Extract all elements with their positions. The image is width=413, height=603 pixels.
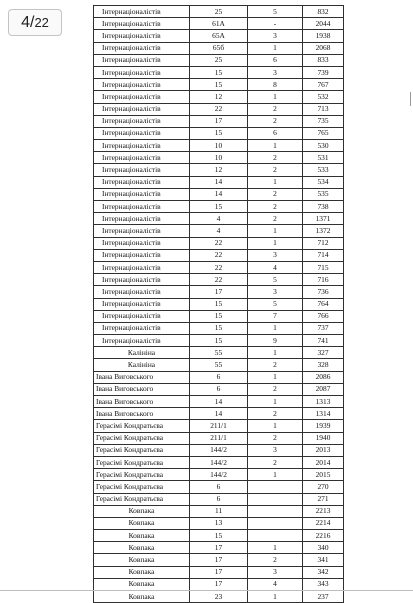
cell-entrance: 8 [248, 79, 303, 91]
cell-entrance: 2 [248, 456, 303, 468]
cell-entrance: 2 [248, 213, 303, 225]
table-row [94, 66, 344, 78]
cell-house: 15 [190, 298, 248, 310]
table-row [94, 335, 344, 347]
table-row [94, 298, 344, 310]
cell-house: 17 [190, 542, 248, 554]
cell-house: 11 [190, 505, 248, 517]
table-row [94, 566, 344, 578]
cell-number: 533 [303, 164, 344, 176]
table-row [94, 517, 344, 529]
cell-entrance: 2 [248, 359, 303, 371]
cell-entrance: 2 [248, 103, 303, 115]
cell-number: 2214 [303, 517, 344, 529]
cell-street: Ковпака [94, 517, 190, 529]
cell-entrance: 5 [248, 274, 303, 286]
cell-entrance: 2 [248, 164, 303, 176]
cell-street: Герасімі Кондратьєва [94, 469, 190, 481]
cell-street: Інтернаціоналістів [94, 30, 190, 42]
cell-entrance: 2 [248, 188, 303, 200]
cell-entrance: 1 [248, 225, 303, 237]
cell-number: 1938 [303, 30, 344, 42]
cell-street: Ковпака [94, 554, 190, 566]
cell-house: 22 [190, 274, 248, 286]
cell-street: Інтернаціоналістів [94, 298, 190, 310]
cell-number: 832 [303, 6, 344, 18]
cell-street: Інтернаціоналістів [94, 79, 190, 91]
cell-entrance: 3 [248, 566, 303, 578]
cell-entrance: 1 [248, 542, 303, 554]
cell-house: 4 [190, 225, 248, 237]
cell-number: 534 [303, 176, 344, 188]
cell-house: 6 [190, 493, 248, 505]
cell-number: 766 [303, 310, 344, 322]
cell-number: 833 [303, 54, 344, 66]
cell-entrance: 2 [248, 115, 303, 127]
cell-street: Ковпака [94, 530, 190, 542]
cell-number: 714 [303, 249, 344, 261]
cell-house: 6 [190, 371, 248, 383]
cell-entrance: 1 [248, 396, 303, 408]
table-row [94, 164, 344, 176]
cell-street: Інтернаціоналістів [94, 127, 190, 139]
table-row [94, 359, 344, 371]
cell-house: 22 [190, 237, 248, 249]
cell-entrance: 2 [248, 383, 303, 395]
cell-entrance: 1 [248, 237, 303, 249]
cell-street: Інтернаціоналістів [94, 249, 190, 261]
table-row [94, 420, 344, 432]
table-row [94, 91, 344, 103]
cell-street: Інтернаціоналістів [94, 164, 190, 176]
cell-street: Інтернаціоналістів [94, 213, 190, 225]
table-row [94, 103, 344, 115]
cell-house: 6 [190, 383, 248, 395]
cell-number: 237 [303, 591, 344, 603]
cell-entrance: 4 [248, 261, 303, 273]
cell-entrance: 1 [248, 322, 303, 334]
table-row [94, 152, 344, 164]
cell-entrance: 1 [248, 420, 303, 432]
cell-entrance: 1 [248, 591, 303, 603]
cell-house: 14 [190, 188, 248, 200]
cell-street: Івана Виговського [94, 371, 190, 383]
table-row [94, 591, 344, 603]
table-row [94, 6, 344, 18]
table-row [94, 542, 344, 554]
cell-house: 15 [190, 66, 248, 78]
cell-house: 65А [190, 30, 248, 42]
cell-house: 15 [190, 79, 248, 91]
cell-house: 10 [190, 140, 248, 152]
cell-street: Герасімі Кондратьєва [94, 432, 190, 444]
cell-entrance: 5 [248, 298, 303, 310]
table-row [94, 371, 344, 383]
cell-house: 22 [190, 103, 248, 115]
cell-number: 1313 [303, 396, 344, 408]
cell-number: 713 [303, 103, 344, 115]
table-row [94, 176, 344, 188]
cell-number: 2013 [303, 444, 344, 456]
cell-entrance [248, 530, 303, 542]
table-row [94, 18, 344, 30]
page-indicator[interactable] [8, 9, 62, 36]
cell-house: 211/1 [190, 432, 248, 444]
cell-entrance [248, 517, 303, 529]
cell-house: 17 [190, 578, 248, 590]
cell-number: 741 [303, 335, 344, 347]
table-row [94, 249, 344, 261]
cell-house: 13 [190, 517, 248, 529]
cell-number: 2213 [303, 505, 344, 517]
cell-house: 15 [190, 335, 248, 347]
cell-house: 17 [190, 554, 248, 566]
cell-house: 6 [190, 481, 248, 493]
cell-number: 716 [303, 274, 344, 286]
table-row [94, 213, 344, 225]
cell-house: 144/2 [190, 456, 248, 468]
cell-number: 715 [303, 261, 344, 273]
cell-house: 65б [190, 42, 248, 54]
cell-entrance: 1 [248, 371, 303, 383]
cell-number: 1940 [303, 432, 344, 444]
table-row [94, 274, 344, 286]
cell-number: 342 [303, 566, 344, 578]
cell-number: 535 [303, 188, 344, 200]
table-row [94, 469, 344, 481]
table-row [94, 237, 344, 249]
cell-house: 17 [190, 566, 248, 578]
cell-house: 15 [190, 322, 248, 334]
cell-entrance: 2 [248, 432, 303, 444]
cell-number: 343 [303, 578, 344, 590]
cell-house: 15 [190, 310, 248, 322]
page-total: 22 [34, 15, 49, 30]
cell-number: 1314 [303, 408, 344, 420]
cell-number: 738 [303, 201, 344, 213]
table-row [94, 456, 344, 468]
table-row [94, 54, 344, 66]
table-row [94, 261, 344, 273]
cell-number: 739 [303, 66, 344, 78]
cell-house: 22 [190, 249, 248, 261]
address-table-body [94, 6, 344, 603]
cell-entrance: - [248, 18, 303, 30]
cell-house: 4 [190, 213, 248, 225]
cell-entrance: 3 [248, 66, 303, 78]
cell-entrance: 9 [248, 335, 303, 347]
cell-entrance: 3 [248, 30, 303, 42]
cell-street: Інтернаціоналістів [94, 237, 190, 249]
cell-entrance [248, 505, 303, 517]
cell-house: 14 [190, 408, 248, 420]
cell-street: Інтернаціоналістів [94, 42, 190, 54]
cell-entrance: 4 [248, 578, 303, 590]
cell-number: 2044 [303, 18, 344, 30]
cell-street: Інтернаціоналістів [94, 274, 190, 286]
cell-street: Ковпака [94, 505, 190, 517]
table-row [94, 225, 344, 237]
table-row [94, 140, 344, 152]
page-current: 4 [21, 14, 30, 31]
cell-number: 340 [303, 542, 344, 554]
cell-street: Калініна [94, 347, 190, 359]
cell-house: 144/2 [190, 444, 248, 456]
page-separator: / [29, 14, 35, 31]
cell-house: 55 [190, 347, 248, 359]
cell-house: 15 [190, 127, 248, 139]
cell-street: Інтернаціоналістів [94, 335, 190, 347]
cell-house: 61А [190, 18, 248, 30]
cell-street: Ковпака [94, 591, 190, 603]
cell-number: 327 [303, 347, 344, 359]
cell-street: Івана Виговського [94, 396, 190, 408]
cell-street: Ковпака [94, 578, 190, 590]
cell-house: 22 [190, 261, 248, 273]
cell-street: Інтернаціоналістів [94, 66, 190, 78]
cell-entrance: 1 [248, 176, 303, 188]
cell-number: 2086 [303, 371, 344, 383]
cell-street: Герасімі Кондратьєва [94, 493, 190, 505]
cell-number: 1939 [303, 420, 344, 432]
cell-entrance: 1 [248, 91, 303, 103]
table-row [94, 530, 344, 542]
table-row [94, 42, 344, 54]
cell-entrance [248, 493, 303, 505]
cell-house: 15 [190, 201, 248, 213]
cell-entrance: 3 [248, 286, 303, 298]
cell-street: Інтернаціоналістів [94, 152, 190, 164]
cell-street: Інтернаціоналістів [94, 188, 190, 200]
cell-street: Івана Виговського [94, 383, 190, 395]
cell-street: Інтернаціоналістів [94, 115, 190, 127]
cell-street: Інтернаціоналістів [94, 18, 190, 30]
cell-street: Інтернаціоналістів [94, 6, 190, 18]
cell-number: 735 [303, 115, 344, 127]
cell-entrance: 1 [248, 347, 303, 359]
cell-house: 25 [190, 54, 248, 66]
cell-street: Інтернаціоналістів [94, 176, 190, 188]
cell-street: Інтернаціоналістів [94, 91, 190, 103]
table-row [94, 201, 344, 213]
cell-house: 17 [190, 115, 248, 127]
cell-street: Інтернаціоналістів [94, 140, 190, 152]
cell-number: 328 [303, 359, 344, 371]
table-row [94, 322, 344, 334]
table-row [94, 115, 344, 127]
cell-street: Герасімі Кондратьєва [94, 456, 190, 468]
table-row [94, 79, 344, 91]
cell-house: 211/1 [190, 420, 248, 432]
cell-entrance: 2 [248, 408, 303, 420]
cell-house: 15 [190, 530, 248, 542]
table-row [94, 505, 344, 517]
table-row [94, 30, 344, 42]
cell-number: 737 [303, 322, 344, 334]
cell-number: 532 [303, 91, 344, 103]
cell-house: 17 [190, 286, 248, 298]
cell-street: Ковпака [94, 566, 190, 578]
cell-number: 530 [303, 140, 344, 152]
cell-number: 2015 [303, 469, 344, 481]
cell-number: 270 [303, 481, 344, 493]
table-row [94, 396, 344, 408]
cell-entrance: 2 [248, 152, 303, 164]
cell-street: Герасімі Кондратьєва [94, 420, 190, 432]
scroll-edge-marker [410, 92, 411, 106]
cell-street: Герасімі Кондратьєва [94, 481, 190, 493]
cell-entrance: 3 [248, 249, 303, 261]
cell-house: 12 [190, 91, 248, 103]
cell-street: Інтернаціоналістів [94, 310, 190, 322]
cell-number: 736 [303, 286, 344, 298]
cell-number: 767 [303, 79, 344, 91]
cell-house: 25 [190, 6, 248, 18]
table-row [94, 383, 344, 395]
cell-street: Інтернаціоналістів [94, 322, 190, 334]
table-row [94, 493, 344, 505]
table-row [94, 310, 344, 322]
cell-number: 2068 [303, 42, 344, 54]
cell-number: 2216 [303, 530, 344, 542]
cell-entrance: 7 [248, 310, 303, 322]
cell-street: Інтернаціоналістів [94, 54, 190, 66]
cell-street: Інтернаціоналістів [94, 286, 190, 298]
table-row [94, 347, 344, 359]
cell-entrance: 3 [248, 444, 303, 456]
table-row [94, 286, 344, 298]
cell-house: 14 [190, 396, 248, 408]
table-row [94, 432, 344, 444]
cell-street: Ковпака [94, 542, 190, 554]
cell-house: 23 [190, 591, 248, 603]
cell-house: 10 [190, 152, 248, 164]
address-table [93, 5, 344, 603]
cell-number: 765 [303, 127, 344, 139]
cell-street: Калініна [94, 359, 190, 371]
cell-number: 2087 [303, 383, 344, 395]
cell-street: Івана Виговського [94, 408, 190, 420]
cell-house: 12 [190, 164, 248, 176]
table-row [94, 481, 344, 493]
cell-street: Інтернаціоналістів [94, 225, 190, 237]
cell-number: 531 [303, 152, 344, 164]
cell-number: 1372 [303, 225, 344, 237]
table-row [94, 554, 344, 566]
cell-street: Інтернаціоналістів [94, 261, 190, 273]
cell-number: 1371 [303, 213, 344, 225]
cell-house: 144/2 [190, 469, 248, 481]
cell-house: 55 [190, 359, 248, 371]
cell-number: 271 [303, 493, 344, 505]
table-row [94, 578, 344, 590]
cell-entrance: 1 [248, 469, 303, 481]
cell-number: 764 [303, 298, 344, 310]
cell-entrance: 1 [248, 42, 303, 54]
page-bottom-divider [0, 590, 413, 591]
cell-street: Герасімі Кондратьєва [94, 444, 190, 456]
table-row [94, 127, 344, 139]
cell-entrance: 2 [248, 201, 303, 213]
cell-number: 712 [303, 237, 344, 249]
cell-entrance [248, 481, 303, 493]
cell-number: 341 [303, 554, 344, 566]
cell-entrance: 1 [248, 140, 303, 152]
cell-number: 2014 [303, 456, 344, 468]
table-row [94, 408, 344, 420]
cell-street: Інтернаціоналістів [94, 103, 190, 115]
cell-entrance: 2 [248, 554, 303, 566]
cell-entrance: 6 [248, 127, 303, 139]
cell-house: 14 [190, 176, 248, 188]
cell-entrance: 6 [248, 54, 303, 66]
table-row [94, 444, 344, 456]
cell-entrance: 5 [248, 6, 303, 18]
table-row [94, 188, 344, 200]
cell-street: Інтернаціоналістів [94, 201, 190, 213]
